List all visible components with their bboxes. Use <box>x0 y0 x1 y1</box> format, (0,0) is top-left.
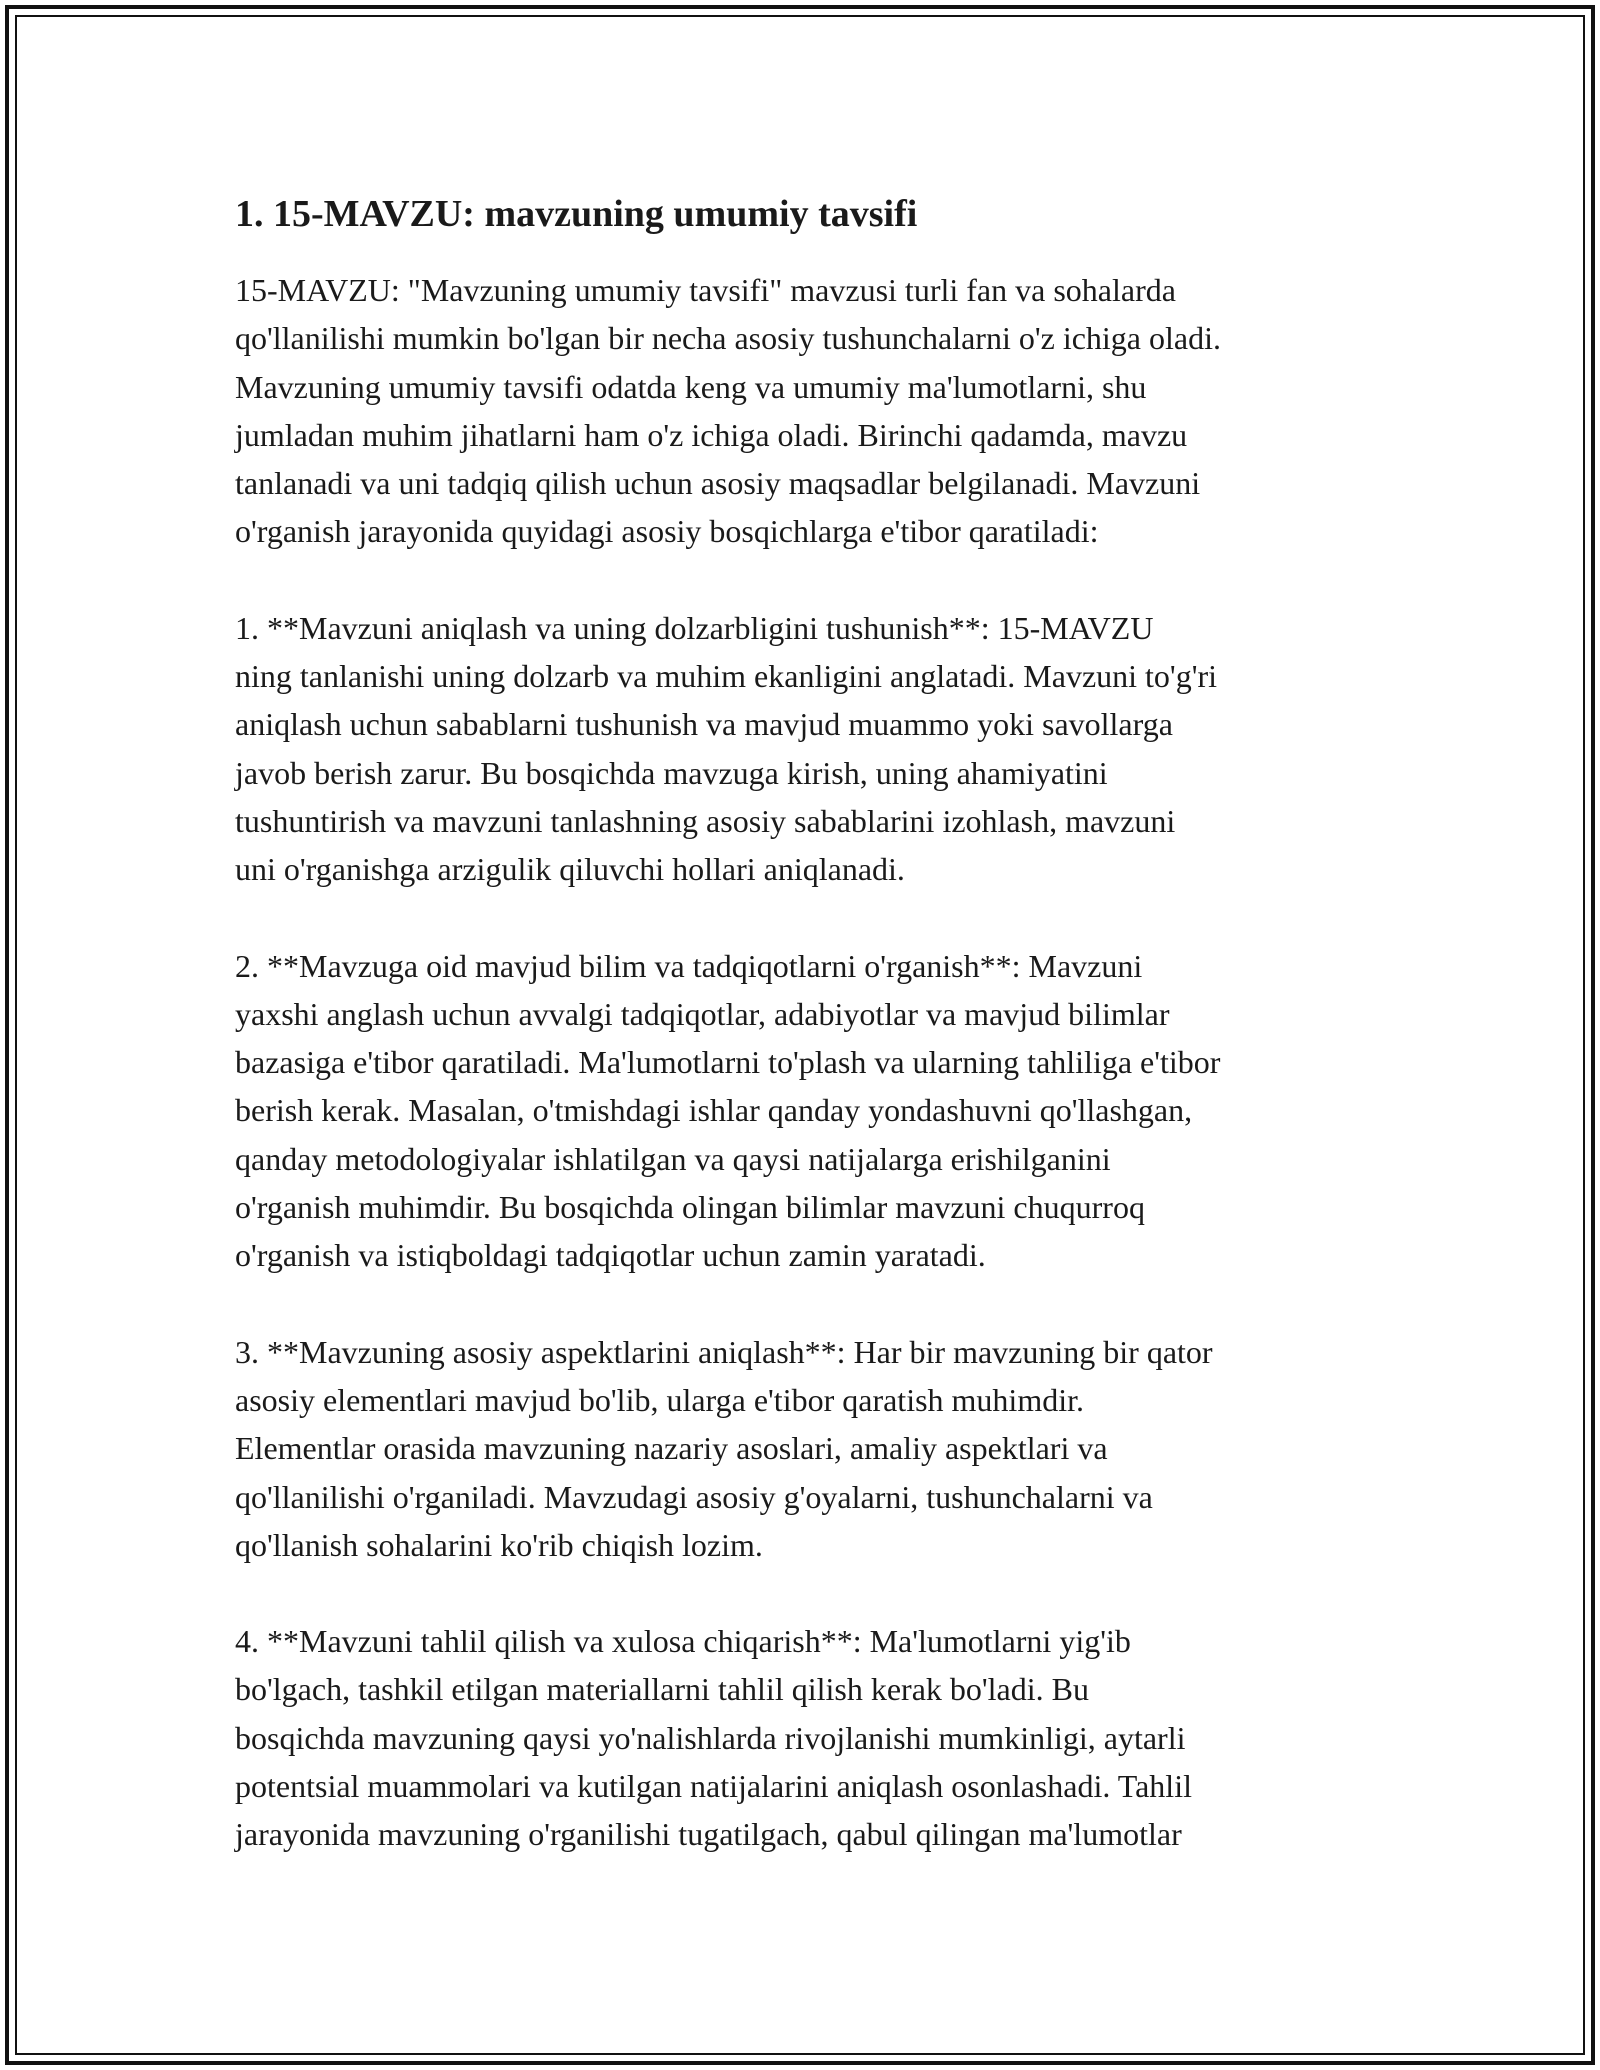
text-line: aniqlash uchun sabablarni tushunish va mavjud muammo yoki savollarga <box>235 706 1173 743</box>
section-heading: 1. 15-MAVZU: mavzuning umumiy tavsifi <box>235 193 918 235</box>
paragraph-step-3 <box>235 1328 1385 1569</box>
text-line: jumladan muhim jihatlarni ham o'z ichiga oladi. Birinchi qadamda, mavzu <box>235 416 1188 453</box>
text-line: o'rganish jarayonida quyidagi asosiy bosqichlarga e'tibor qaratiladi: <box>235 513 1099 550</box>
text-line: o'rganish va istiqboldagi tadqiqotlar uchun zamin yaratadi. <box>235 1237 986 1274</box>
text-line: bo'lgach, tashkil etilgan materiallarni tahlil qilish kerak bo'ladi. Bu <box>235 1671 1089 1708</box>
text-line: uni o'rganishga arzigulik qiluvchi hollari aniqlanadi. <box>235 851 905 888</box>
text-line: yaxshi anglash uchun avvalgi tadqiqotlar, adabiyotlar va mavjud bilimlar <box>235 995 1170 1032</box>
text-line: 2. **Mavzuga oid mavjud bilim va tadqiqotlarni o'rganish**: Mavzuni <box>235 947 1143 984</box>
text-line: qo'llanilishi mumkin bo'lgan bir necha asosiy tushunchalarni o'z ichiga oladi. <box>235 320 1221 357</box>
text-line: tushuntirish va mavzuni tanlashning asosiy sabablarini izohlash, mavzuni <box>235 802 1176 839</box>
text-line: jarayonida mavzuning o'rganilishi tugatilgach, qabul qilingan ma'lumotlar <box>235 1816 1182 1853</box>
text-line: Elementlar orasida mavzuning nazariy asoslari, amaliy aspektlari va <box>235 1430 1108 1467</box>
text-line: asosiy elementlari mavjud bo'lib, ularga e'tibor qaratish muhimdir. <box>235 1381 1084 1418</box>
text-line: ning tanlanishi uning dolzarb va muhim ekanligini anglatadi. Mavzuni to'g'ri <box>235 658 1217 695</box>
text-line: 3. **Mavzuning asosiy aspektlarini aniqlash**: Har bir mavzuning bir qator <box>235 1333 1213 1370</box>
paragraph-step-4 <box>235 1617 1385 1858</box>
paragraph-step-2 <box>235 942 1385 1280</box>
text-line: berish kerak. Masalan, o'tmishdagi ishlar qanday yondashuvni qo'llashgan, <box>235 1092 1193 1129</box>
text-line: qo'llanilishi o'rganiladi. Mavzudagi asosiy g'oyalarni, tushunchalarni va <box>235 1478 1153 1515</box>
text-line: 15-MAVZU: "Mavzuning umumiy tavsifi" mavzusi turli fan va sohalarda <box>235 272 1176 308</box>
document-body <box>235 186 1385 1907</box>
text-line: qo'llanish sohalarini ko'rib chiqish lozim. <box>235 1526 763 1563</box>
text-line: o'rganish muhimdir. Bu bosqichda olingan bilimlar mavzuni chuqurroq <box>235 1189 1145 1226</box>
paragraph-intro <box>235 266 1385 556</box>
text-line: potentsial muammolari va kutilgan natijalarini aniqlash osonlashadi. Tahlil <box>235 1768 1192 1805</box>
text-line: bazasiga e'tibor qaratiladi. Ma'lumotlarni to'plash va ularning tahliliga e'tibor <box>235 1044 1221 1081</box>
text-line: 1. **Mavzuni aniqlash va uning dolzarbligini tushunish**: 15-MAVZU <box>235 609 1154 646</box>
text-line: tanlanadi va uni tadqiq qilish uchun asosiy maqsadlar belgilanadi. Mavzuni <box>235 465 1201 502</box>
text-line: javob berish zarur. Bu bosqichda mavzuga kirish, uning ahamiyatini <box>235 754 1108 791</box>
text-line: bosqichda mavzuning qaysi yo'nalishlarda rivojlanishi mumkinligi, aytarli <box>235 1719 1186 1756</box>
text-line: qanday metodologiyalar ishlatilgan va qaysi natijalarga erishilganini <box>235 1140 1111 1177</box>
paragraph-step-1 <box>235 604 1385 894</box>
text-line: Mavzuning umumiy tavsifi odatda keng va umumiy ma'lumotlarni, shu <box>235 368 1147 405</box>
text-line: 4. **Mavzuni tahlil qilish va xulosa chiqarish**: Ma'lumotlarni yig'ib <box>235 1623 1131 1660</box>
